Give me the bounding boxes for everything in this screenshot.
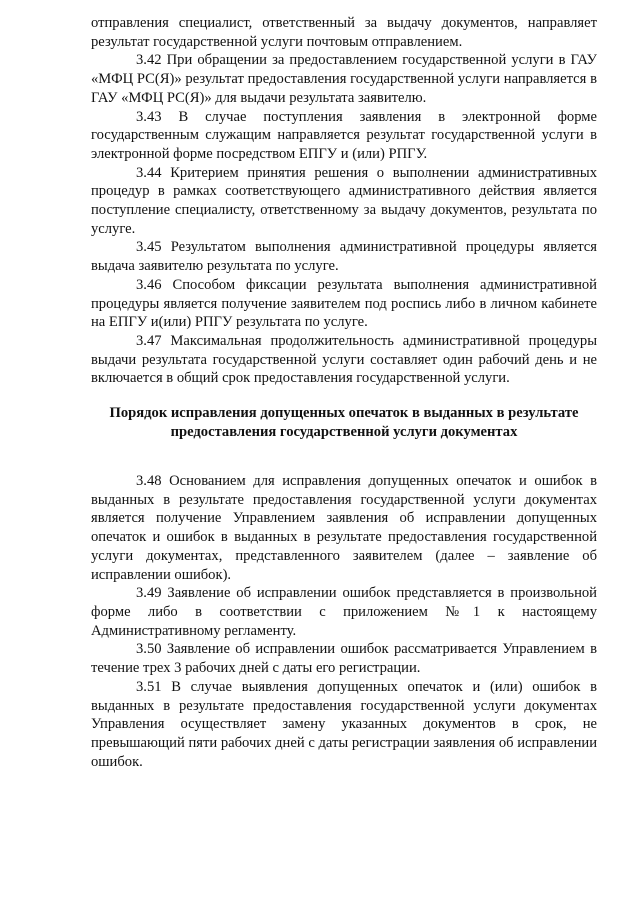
paragraph-3-49: 3.49 Заявление об исправлении ошибок представляется в произвольной форме либо в соответствии с приложением №1 к настоящему Административному регламенту.	[91, 585, 597, 639]
paragraph-3-45: 3.45 Результатом выполнения административной процедуры является выдача заявителю результата по услуге.	[91, 239, 597, 275]
paragraph-3-47: 3.47 Максимальная продолжительность административной процедуры выдачи результата государственной услуги составляет один рабочий день и не включается в общий срок предоставления государственной услуги.	[91, 332, 597, 387]
section-heading	[91, 404, 597, 442]
paragraph-3-48: 3.48 Основанием для исправления допущенных опечаток и ошибок в выданных в результате предоставления государственной услуги документах является получение Управлением заявления об исправлении допущенных опечаток и ошибок в выданных в результате предоставления государственной услуги документах, представленного заявителем (далее – заявление об исправлении ошибок).	[91, 473, 597, 583]
paragraph-3-51: 3.51 В случае выявления допущенных опечаток и (или) ошибок в выданных в результате предоставления государственной услуги документах Управления осуществляет замену указанных документов в срок, не превышающий пяти рабочих дней с даты регистрации заявления об исправлении ошибок.	[91, 678, 597, 770]
paragraph-3-46: 3.46 Способом фиксации результата выполнения административной процедуры является получение заявителем под роспись либо в личном кабинете на ЕПГУ и(или) РПГУ результата по услуге.	[91, 276, 597, 331]
paragraph-3-42: 3.42 При обращении за предоставлением государственной услуги в ГАУ «МФЦ РС(Я)» результат предоставления государственной услуги направляется в ГАУ «МФЦ РС(Я)» для выдачи результата заявителю.	[91, 52, 597, 106]
paragraph-continuation: отправления специалист, ответственный за выдачу документов, направляет результат государственной услуги почтовым отправлением.	[91, 15, 597, 50]
paragraph-3-50: 3.50 Заявление об исправлении ошибок рассматривается Управлением в течение трех 3 рабочих дней с даты его регистрации.	[91, 641, 597, 677]
paragraph-3-43: 3.43 В случае поступления заявления в электронной форме государственным служащим направляется результат государственной услуги в электронной форме посредством ЕПГУ и (или) РПГУ.	[91, 108, 597, 162]
paragraph-3-44: 3.44 Критерием принятия решения о выполнении административных процедур в рамках соответствующего административного действия является поступление специалисту, ответственному за выдачу документов, результата по услуге.	[91, 164, 597, 237]
section-heading-line-2: предоставления государственной услуги документах	[170, 424, 518, 441]
section-heading-line-1: Порядок исправления допущенных опечаток в выданных в результате	[109, 405, 579, 422]
document-page	[91, 14, 597, 771]
